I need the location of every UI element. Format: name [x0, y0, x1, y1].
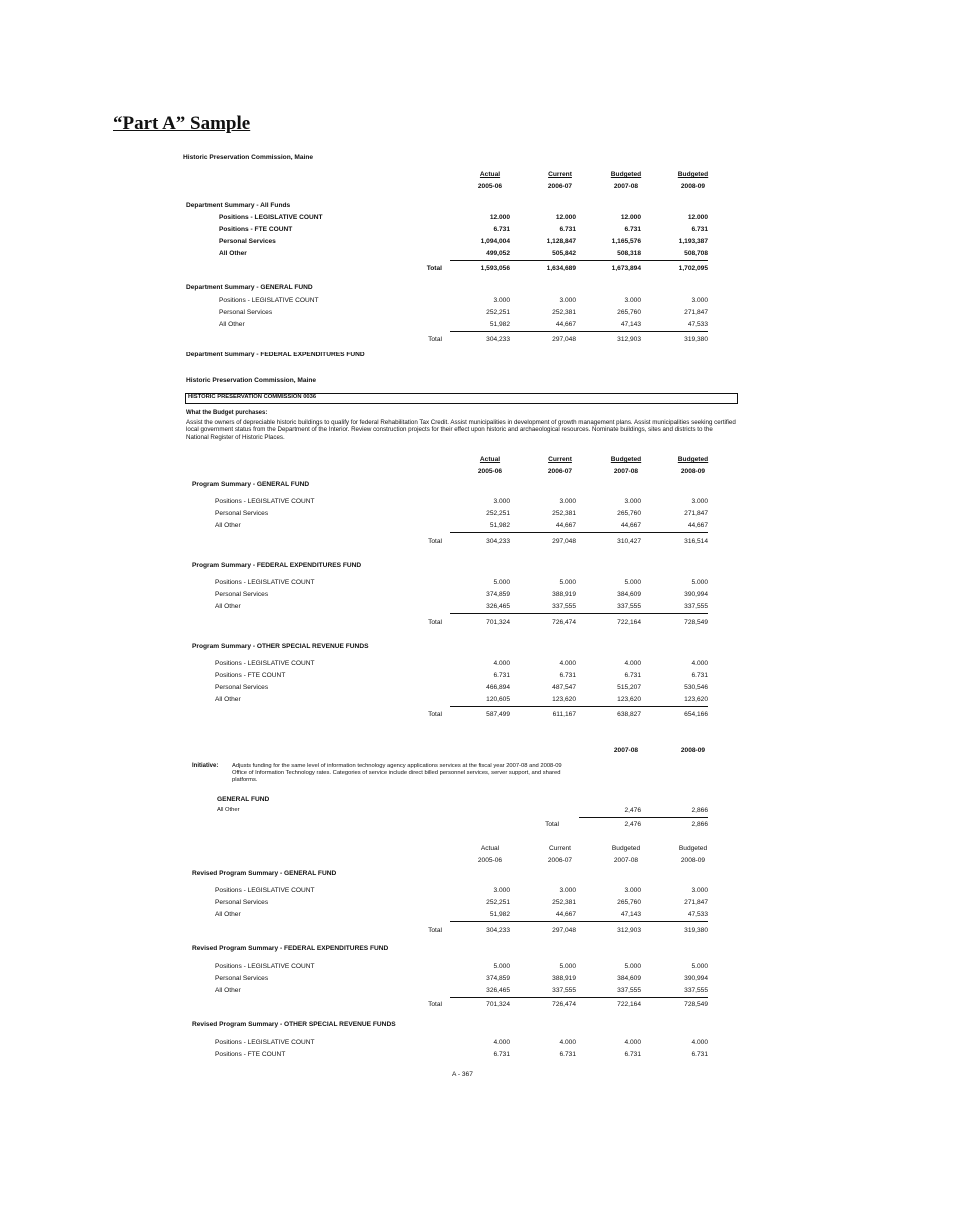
row-value: 3.000	[624, 498, 641, 505]
total-value: 312,903	[617, 927, 641, 934]
total-value: 654,166	[684, 711, 708, 718]
row-value: 466,894	[486, 684, 510, 691]
table-row	[0, 684, 961, 693]
row-label: Personal Services	[219, 309, 273, 316]
section-title: Department Summary - All Funds	[186, 202, 291, 209]
row-value: 47,533	[687, 321, 708, 328]
total-value: 587,499	[486, 711, 510, 718]
total-value: 638,827	[617, 711, 641, 718]
row-label: Positions - LEGISLATIVE COUNT	[215, 1039, 315, 1046]
row-value: 1,165,576	[611, 238, 641, 245]
total-rule	[450, 260, 708, 261]
total-value: 319,380	[684, 927, 708, 934]
col-year: 2006-07	[547, 468, 573, 475]
total-value: 701,324	[486, 619, 510, 626]
row-value: 123,620	[617, 696, 641, 703]
table-row	[0, 510, 961, 519]
table-row	[0, 522, 961, 531]
row-value: 505,842	[552, 250, 576, 257]
row-value: 123,620	[684, 696, 708, 703]
row-value: 384,609	[617, 975, 641, 982]
total-value: 310,427	[617, 538, 641, 545]
initiative-fund-title: GENERAL FUND	[217, 796, 270, 803]
section-title: Department Summary - GENERAL FUND	[186, 284, 313, 291]
row-value: 487,547	[552, 684, 576, 691]
table-row	[0, 603, 961, 612]
table-row	[0, 963, 961, 972]
row-value: 508,708	[684, 250, 708, 257]
row-value: 123,620	[552, 696, 576, 703]
program-box	[185, 393, 738, 404]
col-year: 2005-06	[477, 857, 503, 864]
row-label: All Other	[215, 696, 241, 703]
table-row	[0, 309, 961, 318]
row-value: 12.000	[687, 214, 708, 221]
row-value: 6.731	[691, 672, 708, 679]
row-value: 374,859	[486, 591, 510, 598]
table-row	[0, 660, 961, 669]
row-value: 3.000	[493, 498, 510, 505]
total-value: 297,048	[552, 538, 576, 545]
table-row	[0, 899, 961, 908]
agency-title: Historic Preservation Commission, Maine	[183, 154, 314, 161]
row-value: 515,207	[617, 684, 641, 691]
row-label: Personal Services	[215, 684, 269, 691]
row-value: 3.000	[691, 887, 708, 894]
col-header: Actual	[479, 456, 501, 463]
row-value: 1,193,387	[678, 238, 708, 245]
col-header: Current	[548, 456, 572, 463]
total-value: 726,474	[552, 1001, 576, 1008]
total-label: Total	[426, 265, 442, 272]
row-value: 5.000	[493, 579, 510, 586]
row-value: 12.000	[620, 214, 641, 221]
table-row	[0, 987, 961, 996]
row-value: 4.000	[559, 1039, 576, 1046]
total-label: Total	[428, 538, 442, 545]
table-row	[0, 226, 961, 235]
col-year: 2008-09	[680, 857, 706, 864]
total-value: 316,514	[684, 538, 708, 545]
total-value: 2,866	[691, 821, 708, 828]
total-label: Total	[428, 927, 442, 934]
row-label: Positions - LEGISLATIVE COUNT	[215, 498, 315, 505]
row-value: 120,605	[486, 696, 510, 703]
row-value: 5.000	[691, 579, 708, 586]
row-value: 12.000	[489, 214, 510, 221]
table-row	[0, 1039, 961, 1048]
row-value: 47,143	[620, 911, 641, 918]
section-title: Program Summary - GENERAL FUND	[192, 481, 310, 488]
row-value: 3.000	[624, 887, 641, 894]
total-row	[0, 711, 961, 720]
row-value: 4.000	[624, 660, 641, 667]
row-value: 6.731	[559, 672, 576, 679]
row-label: Positions - FTE COUNT	[219, 226, 293, 233]
row-label: All Other	[219, 321, 245, 328]
row-value: 4.000	[691, 1039, 708, 1046]
row-value: 271,847	[684, 899, 708, 906]
row-value: 390,994	[684, 975, 708, 982]
row-label: Positions - LEGISLATIVE COUNT	[215, 887, 315, 894]
total-value: 304,233	[486, 538, 510, 545]
table-row	[0, 297, 961, 306]
col-year: 2007-08	[613, 747, 639, 752]
col-header: Current	[548, 171, 572, 178]
row-value: 2,866	[691, 807, 708, 814]
row-label: All Other	[219, 250, 247, 257]
revised-years-row	[0, 857, 961, 866]
initiative-label: Initiative:	[192, 763, 219, 769]
row-value: 374,859	[486, 975, 510, 982]
total-value: 1,702,095	[678, 265, 708, 272]
col-header: Actual	[480, 845, 500, 852]
program-box-label: HISTORIC PRESERVATION COMMISSION 0036	[188, 394, 317, 400]
total-value: 297,048	[552, 336, 576, 343]
row-value: 6.731	[624, 1051, 641, 1058]
total-value: 611,167	[552, 711, 576, 718]
program-years-row	[0, 468, 961, 477]
row-value: 5.000	[493, 963, 510, 970]
table-row	[0, 250, 961, 259]
row-value: 51,982	[489, 321, 510, 328]
col-header: Current	[549, 845, 571, 852]
row-value: 265,760	[617, 899, 641, 906]
row-value: 3.000	[493, 297, 510, 304]
col-year: 2008-09	[680, 468, 706, 475]
initiative-row	[0, 807, 961, 816]
row-value: 2,476	[624, 807, 641, 814]
row-label: All Other	[217, 807, 240, 813]
total-rule	[450, 921, 708, 922]
total-value: 312,903	[617, 336, 641, 343]
row-value: 6.731	[624, 672, 641, 679]
row-label: Personal Services	[215, 510, 269, 517]
col-year: 2007-08	[613, 183, 639, 190]
row-value: 6.731	[559, 1051, 576, 1058]
col-header: Budgeted	[678, 845, 708, 852]
row-value: 4.000	[493, 1039, 510, 1046]
table-row	[0, 672, 961, 681]
row-value: 6.731	[624, 226, 641, 233]
table-row	[0, 696, 961, 705]
table-row	[0, 238, 961, 247]
column-years-row	[0, 183, 961, 192]
row-value: 252,381	[552, 510, 576, 517]
total-value: 728,549	[684, 619, 708, 626]
row-value: 337,555	[617, 603, 641, 610]
row-value: 47,143	[620, 321, 641, 328]
row-value: 3.000	[624, 297, 641, 304]
row-label: Personal Services	[215, 975, 269, 982]
total-rule	[450, 997, 708, 998]
row-value: 4.000	[691, 660, 708, 667]
total-row	[0, 538, 961, 547]
table-row	[0, 498, 961, 507]
total-row	[0, 927, 961, 936]
row-value: 44,667	[620, 522, 641, 529]
col-year: 2006-07	[547, 183, 573, 190]
row-value: 530,546	[684, 684, 708, 691]
table-row	[0, 887, 961, 896]
row-value: 388,919	[552, 975, 576, 982]
row-value: 3.000	[493, 887, 510, 894]
row-value: 252,251	[486, 309, 510, 316]
col-header: Budgeted	[677, 456, 709, 463]
col-year: 2005-06	[477, 183, 503, 190]
col-year: 2008-09	[680, 747, 706, 752]
total-value: 1,593,056	[480, 265, 510, 272]
row-label: All Other	[215, 603, 241, 610]
total-value: 1,673,894	[611, 265, 641, 272]
section-title: Revised Program Summary - OTHER SPECIAL REVENUE FUNDS	[192, 1021, 396, 1028]
total-row	[0, 265, 961, 274]
row-value: 6.731	[493, 226, 510, 233]
total-value: 728,549	[684, 1001, 708, 1008]
col-header: Actual	[479, 171, 501, 178]
row-value: 5.000	[691, 963, 708, 970]
row-label: Positions - LEGISLATIVE COUNT	[219, 297, 319, 304]
row-label: Positions - LEGISLATIVE COUNT	[219, 214, 323, 221]
table-row	[0, 1051, 961, 1060]
row-label: Positions - FTE COUNT	[215, 1051, 286, 1058]
row-value: 1,128,847	[546, 238, 576, 245]
row-value: 337,555	[617, 987, 641, 994]
row-value: 337,555	[684, 603, 708, 610]
row-value: 390,994	[684, 591, 708, 598]
total-value: 722,164	[617, 619, 641, 626]
col-header: Budgeted	[610, 171, 642, 178]
initiative-text: Adjusts funding for the same level of information technology agency applications services at the fiscal year 2007-08 and 2008-09 Office of Information Technology rates. Categories of service include direct billed personnel services, server support, and shared platforms.	[232, 763, 562, 783]
total-value: 304,233	[486, 927, 510, 934]
row-value: 265,760	[617, 510, 641, 517]
row-value: 252,381	[552, 309, 576, 316]
row-value: 6.731	[691, 1051, 708, 1058]
col-year: 2008-09	[680, 183, 706, 190]
total-row	[0, 619, 961, 628]
row-label: All Other	[215, 911, 241, 918]
row-value: 44,667	[687, 522, 708, 529]
table-row	[0, 975, 961, 984]
row-value: 252,251	[486, 510, 510, 517]
total-rule	[450, 331, 708, 332]
row-value: 4.000	[493, 660, 510, 667]
purchases-title: What the Budget purchases:	[186, 410, 268, 416]
col-year: 2007-08	[613, 857, 639, 864]
col-header: Budgeted	[677, 171, 709, 178]
row-value: 4.000	[624, 1039, 641, 1046]
initiative-years-row	[0, 747, 961, 752]
row-value: 326,465	[486, 987, 510, 994]
row-value: 271,847	[684, 309, 708, 316]
row-value: 3.000	[691, 297, 708, 304]
section-title: Revised Program Summary - FEDERAL EXPENDITURES FUND	[192, 945, 389, 952]
row-value: 6.731	[691, 226, 708, 233]
total-rule	[450, 613, 708, 614]
table-row	[0, 214, 961, 223]
total-label: Total	[545, 821, 559, 828]
dept-fed-cut-title: Department Summary - FEDERAL EXPENDITURES FUND	[186, 352, 365, 357]
total-rule	[450, 532, 708, 533]
section-title: Revised Program Summary - GENERAL FUND	[192, 870, 337, 877]
col-year: 2006-07	[547, 857, 573, 864]
total-value: 297,048	[552, 927, 576, 934]
row-value: 337,555	[552, 987, 576, 994]
row-value: 6.731	[493, 1051, 510, 1058]
total-value: 1,634,689	[546, 265, 576, 272]
row-value: 337,555	[552, 603, 576, 610]
table-row	[0, 579, 961, 588]
total-row	[0, 336, 961, 345]
row-label: All Other	[215, 987, 241, 994]
row-value: 12.000	[555, 214, 576, 221]
row-value: 1,094,004	[480, 238, 510, 245]
total-label: Total	[428, 619, 442, 626]
row-label: All Other	[215, 522, 241, 529]
col-year: 2007-08	[613, 468, 639, 475]
row-value: 388,919	[552, 591, 576, 598]
row-label: Personal Services	[215, 899, 269, 906]
row-value: 508,318	[617, 250, 641, 257]
row-value: 5.000	[624, 963, 641, 970]
column-header-row	[0, 171, 961, 180]
row-value: 5.000	[624, 579, 641, 586]
row-value: 51,982	[489, 911, 510, 918]
row-value: 3.000	[559, 297, 576, 304]
row-value: 3.000	[559, 887, 576, 894]
row-value: 5.000	[559, 963, 576, 970]
total-value: 726,474	[552, 619, 576, 626]
row-value: 265,760	[617, 309, 641, 316]
col-year: 2005-06	[477, 468, 503, 475]
row-value: 384,609	[617, 591, 641, 598]
row-value: 271,847	[684, 510, 708, 517]
total-value: 722,164	[617, 1001, 641, 1008]
row-label: Personal Services	[219, 238, 276, 245]
total-label: Total	[428, 711, 442, 718]
row-value: 47,533	[687, 911, 708, 918]
row-value: 337,555	[684, 987, 708, 994]
total-value: 2,476	[624, 821, 641, 828]
row-value: 51,982	[489, 522, 510, 529]
row-value: 252,251	[486, 899, 510, 906]
total-rule	[450, 706, 708, 707]
purchases-text: Assist the owners of depreciable historic buildings to qualify for federal Rehabilitation Tax Credit. Assist municipalities in development of growth management plans. Assist municipalities seeking certified local government status from the Department of the Interior. Review construction projects for their effect upon historic and archaeological resources. Nominate buildings, sites and districts to the National Register of Historic Places.	[186, 419, 736, 441]
section-title: Program Summary - OTHER SPECIAL REVENUE FUNDS	[192, 643, 369, 650]
row-value: 6.731	[493, 672, 510, 679]
col-header: Budgeted	[611, 845, 641, 852]
row-value: 44,667	[555, 522, 576, 529]
total-label: Total	[428, 1001, 442, 1008]
table-row	[0, 321, 961, 330]
row-label: Personal Services	[215, 591, 269, 598]
row-value: 3.000	[559, 498, 576, 505]
total-value: 304,233	[486, 336, 510, 343]
row-value: 326,465	[486, 603, 510, 610]
col-header: Budgeted	[610, 456, 642, 463]
table-row	[0, 591, 961, 600]
row-value: 5.000	[559, 579, 576, 586]
page-title: “Part A” Sample	[113, 113, 251, 134]
row-label: Positions - LEGISLATIVE COUNT	[215, 963, 315, 970]
initiative-total-rule	[579, 817, 708, 818]
table-row	[0, 911, 961, 920]
row-value: 44,667	[555, 321, 576, 328]
initiative-total-row	[0, 821, 961, 830]
program-header-row	[0, 456, 961, 465]
total-label: Total	[428, 336, 442, 343]
row-value: 252,381	[552, 899, 576, 906]
total-value: 701,324	[486, 1001, 510, 1008]
row-value: 6.731	[559, 226, 576, 233]
section-title: Program Summary - FEDERAL EXPENDITURES FUND	[192, 562, 362, 569]
row-value: 499,052	[486, 250, 510, 257]
row-value: 44,667	[555, 911, 576, 918]
row-value: 3.000	[691, 498, 708, 505]
total-row	[0, 1001, 961, 1010]
row-label: Positions - LEGISLATIVE COUNT	[215, 579, 315, 586]
page-number: A - 367	[452, 1071, 473, 1078]
program-agency: Historic Preservation Commission, Maine	[186, 377, 317, 384]
row-value: 4.000	[559, 660, 576, 667]
row-label: Positions - FTE COUNT	[215, 672, 286, 679]
revised-header-row	[0, 845, 961, 854]
row-label: Positions - LEGISLATIVE COUNT	[215, 660, 315, 667]
total-value: 319,380	[684, 336, 708, 343]
